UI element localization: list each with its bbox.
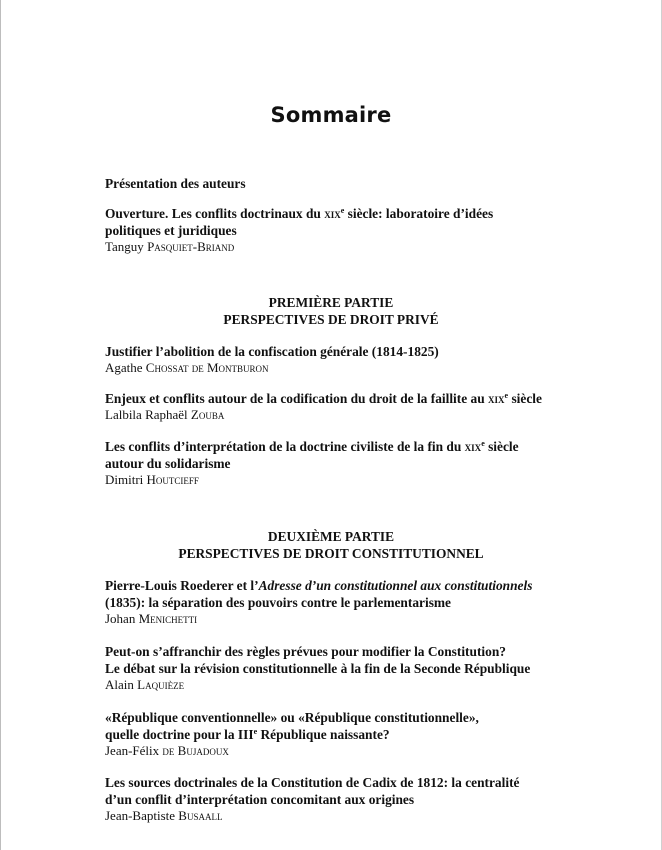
author-last-name: Zouba <box>190 407 225 422</box>
toc-entry-part2-2[interactable] <box>105 643 575 693</box>
author-first-name: Dimitri <box>105 472 147 487</box>
century-numeral: xix <box>324 206 341 221</box>
author-first-name: Jean-Baptiste <box>105 808 179 823</box>
entry-title-line2: Le débat sur la révision constitutionnelle à la fin de la Seconde République <box>105 661 531 676</box>
entry-title <box>105 205 575 222</box>
entry-title: Présentation des auteurs <box>105 176 246 191</box>
entry-title-part: Ouverture. Les conflits doctrinaux du <box>105 206 325 221</box>
author-last-name: Laquièze <box>137 677 185 692</box>
entry-title-part: République naissante? <box>257 727 390 742</box>
entry-title <box>105 390 575 407</box>
toc-entry-part1-2[interactable] <box>105 390 575 423</box>
century-numeral: xix <box>464 439 482 454</box>
page-title: Sommaire <box>270 103 392 127</box>
century-superscript: e <box>481 439 485 448</box>
toc-entry-authors-presentation[interactable] <box>105 175 575 192</box>
author-last-name: Busaall <box>178 808 223 823</box>
entry-title: Peut-on s’affranchir des règles prévues pour modifier la Constitution? <box>105 644 506 659</box>
author-first-name: Lalbila Raphaël <box>105 407 191 422</box>
entry-title: Les sources doctrinales de la Constitution de Cadix de 1812: la centralité <box>105 775 520 790</box>
author-first-name: Agathe <box>105 360 146 375</box>
entry-author <box>105 808 575 824</box>
entry-title-line2 <box>105 726 575 743</box>
century-superscript: e <box>340 206 345 215</box>
entry-title-part: Enjeux et conflits autour de la codification du droit de la faillite au <box>105 391 489 406</box>
entry-title-part: quelle doctrine pour la III <box>105 727 254 742</box>
entry-title: «République conventionnelle» ou «République constitutionnelle», <box>105 710 479 725</box>
entry-title-part: Les conflits d’interprétation de la doctrine civiliste de la fin du <box>105 439 465 454</box>
toc-entry-overture[interactable] <box>105 205 575 255</box>
author-last-name: Chossat de Montburon <box>145 360 269 375</box>
entry-title: Justifier l’abolition de la confiscation générale (1814-1825) <box>105 344 439 359</box>
entry-title-part: siècle: laboratoire d’idées <box>344 206 494 221</box>
part2-label: DEUXIÈME PARTIE <box>267 529 395 544</box>
entry-title-line2: autour du solidarisme <box>105 456 231 471</box>
ordinal-superscript: e <box>253 727 258 736</box>
part1-heading: PERSPECTIVES DE DROIT PRIVÉ <box>223 312 439 327</box>
page-left-edge <box>0 0 1 850</box>
toc-entry-part2-4[interactable] <box>105 774 575 824</box>
toc-entry-part2-3[interactable] <box>105 709 575 759</box>
author-first-name: Johan <box>105 611 139 626</box>
entry-author <box>105 677 575 693</box>
century-superscript: e <box>504 391 509 400</box>
entry-author <box>105 743 575 759</box>
entry-author <box>105 407 575 423</box>
entry-author <box>105 239 575 255</box>
toc-entry-part1-3[interactable] <box>105 438 575 488</box>
century-numeral: xix <box>488 391 505 406</box>
entry-title-italic: Adresse d’un constitutionnel aux constitutionnels <box>258 578 533 593</box>
author-last-name: Menichetti <box>138 611 198 626</box>
author-last-name: Houtcieff <box>146 472 199 487</box>
author-last-name: Pasquiet-Briand <box>147 239 235 254</box>
entry-title-line2: d’un conflit d’interprétation concomitant aux origines <box>105 792 415 807</box>
entry-title-line2: (1835): la séparation des pouvoirs contre le parlementarisme <box>105 595 451 610</box>
author-last-name: de Bujadoux <box>162 743 229 758</box>
entry-author <box>105 611 575 627</box>
entry-title-part: siècle <box>508 391 542 406</box>
entry-title <box>105 577 575 594</box>
entry-title-line2: politiques et juridiques <box>105 223 237 238</box>
author-first-name: Jean-Félix <box>105 743 163 758</box>
entry-title <box>105 438 575 455</box>
author-first-name: Tanguy <box>105 239 148 254</box>
toc-entry-part1-1[interactable] <box>105 343 575 376</box>
toc-entry-part2-1[interactable] <box>105 577 575 627</box>
entry-title-part: Pierre-Louis Roederer et l’ <box>105 578 259 593</box>
part1-label: PREMIÈRE PARTIE <box>268 295 394 310</box>
entry-author <box>105 472 575 488</box>
entry-title-part: siècle <box>484 439 519 454</box>
part2-heading: PERSPECTIVES DE DROIT CONSTITUTIONNEL <box>178 546 484 561</box>
entry-author <box>105 360 575 376</box>
author-first-name: Alain <box>105 677 138 692</box>
